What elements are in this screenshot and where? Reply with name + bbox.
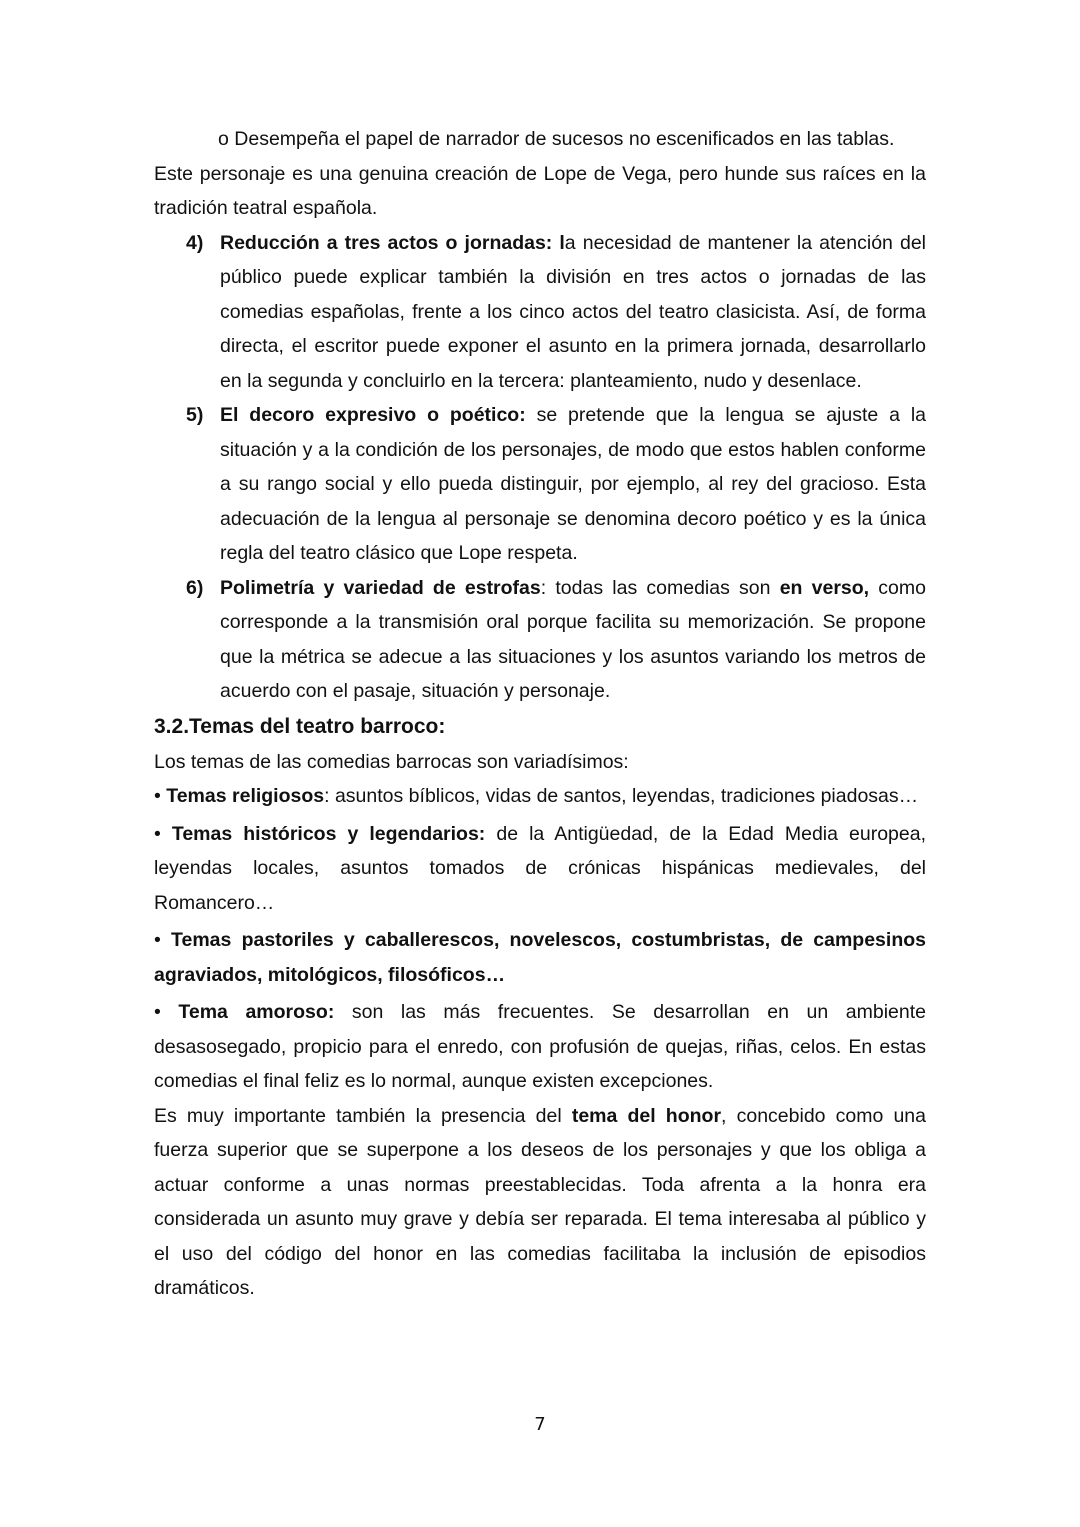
theme-bullet-love — [154, 995, 926, 1099]
bullet-mark: • — [154, 785, 161, 807]
list-item-6 — [154, 571, 926, 709]
list-item-emphasis: en verso, — [779, 576, 870, 599]
page-number: 7 — [534, 1414, 546, 1435]
list-item-text: : todas las comedias son — [540, 576, 780, 599]
list-item-heading: Reducción a tres actos o jornadas: l — [220, 231, 565, 254]
bullet-text: son las más frecuentes. Se desarrollan en un ambiente desasosegado, propicio para el enredo, con profusión de quejas, riñas, celos. En estas comedias el final feliz es lo normal, aunque existen excepciones. — [154, 1001, 927, 1092]
list-number: 6) — [186, 576, 204, 599]
bullet-text: : asuntos bíblicos, vidas de santos, leyendas, tradiciones piadosas… — [324, 785, 919, 807]
theme-bullet-historical — [154, 817, 926, 921]
theme-bullet-religious — [154, 779, 926, 814]
list-item-heading: El decoro expresivo o poético: — [220, 404, 526, 426]
bullet-mark: • — [154, 822, 161, 845]
honor-text-a: Es muy importante también la presencia del — [154, 1104, 572, 1127]
bullet-heading: Temas religiosos — [166, 785, 325, 807]
bullet-mark: • — [154, 929, 161, 951]
intro-paragraph: Este personaje es una genuina creación de Lope de Vega, pero hunde sus raíces en la tradición teatral española. — [154, 162, 926, 219]
honor-paragraph — [154, 1099, 926, 1306]
list-item-text: se pretende que la lengua se ajuste a la situación y a la condición de los personajes, de modo que estos hablen conforme a su rango social y ello pueda distinguir, por ejemplo, al rey del gracioso. Esta adecuación de la lengua al personaje se denomina decoro poético y es la única regla del teatro clásico que Lope respeta. — [220, 404, 926, 564]
bullet-heading: Temas históricos y legendarios: — [171, 822, 486, 845]
list-item-heading: Polimetría y variedad de estrofas — [220, 576, 541, 599]
bullet-heading: Tema amoroso: — [178, 1001, 335, 1023]
bullet-heading: Temas pastoriles y caballerescos, novelescos, costumbristas, de campesinos agraviados, mitológicos, filosóficos… — [154, 929, 926, 986]
narrator-bullet: o Desempeña el papel de narrador de sucesos no escenificados en las tablas. — [218, 128, 895, 150]
list-number: 5) — [186, 404, 204, 426]
section-heading: 3.2.Temas del teatro barroco: — [154, 714, 446, 738]
list-item-4 — [154, 226, 926, 399]
list-item-text: a necesidad de mantener la atención del público puede explicar también la división en tres actos o jornadas de las comedias españolas, frente a los cinco actos del teatro clasicista. Así, de forma directa, el escritor puede exponer el asunto en la primera jornada, desarrollarlo en la segunda y concluirlo en la tercera: planteamiento, nudo y desenlace. — [220, 231, 926, 392]
theme-bullet-pastoral — [154, 923, 926, 992]
bullet-mark: • — [154, 1001, 161, 1023]
bullet-text: de la Antigüedad, de la Edad Media europea, leyendas locales, asuntos tomados de crónicas hispánicas medievales, del Romancero… — [154, 822, 926, 914]
list-item-text: como corresponde a la transmisión oral porque facilita su memorización. Se propone que la métrica se adecue a las situaciones y los asuntos variando los metros de acuerdo con el pasaje, situación y personaje. — [220, 576, 926, 702]
document-body — [154, 122, 926, 1306]
list-item-5 — [154, 398, 926, 571]
list-number: 4) — [186, 231, 204, 254]
section-lead: Los temas de las comedias barrocas son variadísimos: — [154, 750, 629, 773]
honor-text-b: , concebido como una fuerza superior que se superpone a los deseos de los personajes y que los obliga a actuar conforme a unas normas preestablecidas. Toda afrenta a la honra era considerada un asunto muy grave y debía ser reparada. El tema interesaba al público y el uso del código del honor en las comedias facilitaba la inclusión de episodios dramáticos. — [154, 1104, 926, 1299]
honor-emphasis: tema del honor — [571, 1104, 722, 1127]
